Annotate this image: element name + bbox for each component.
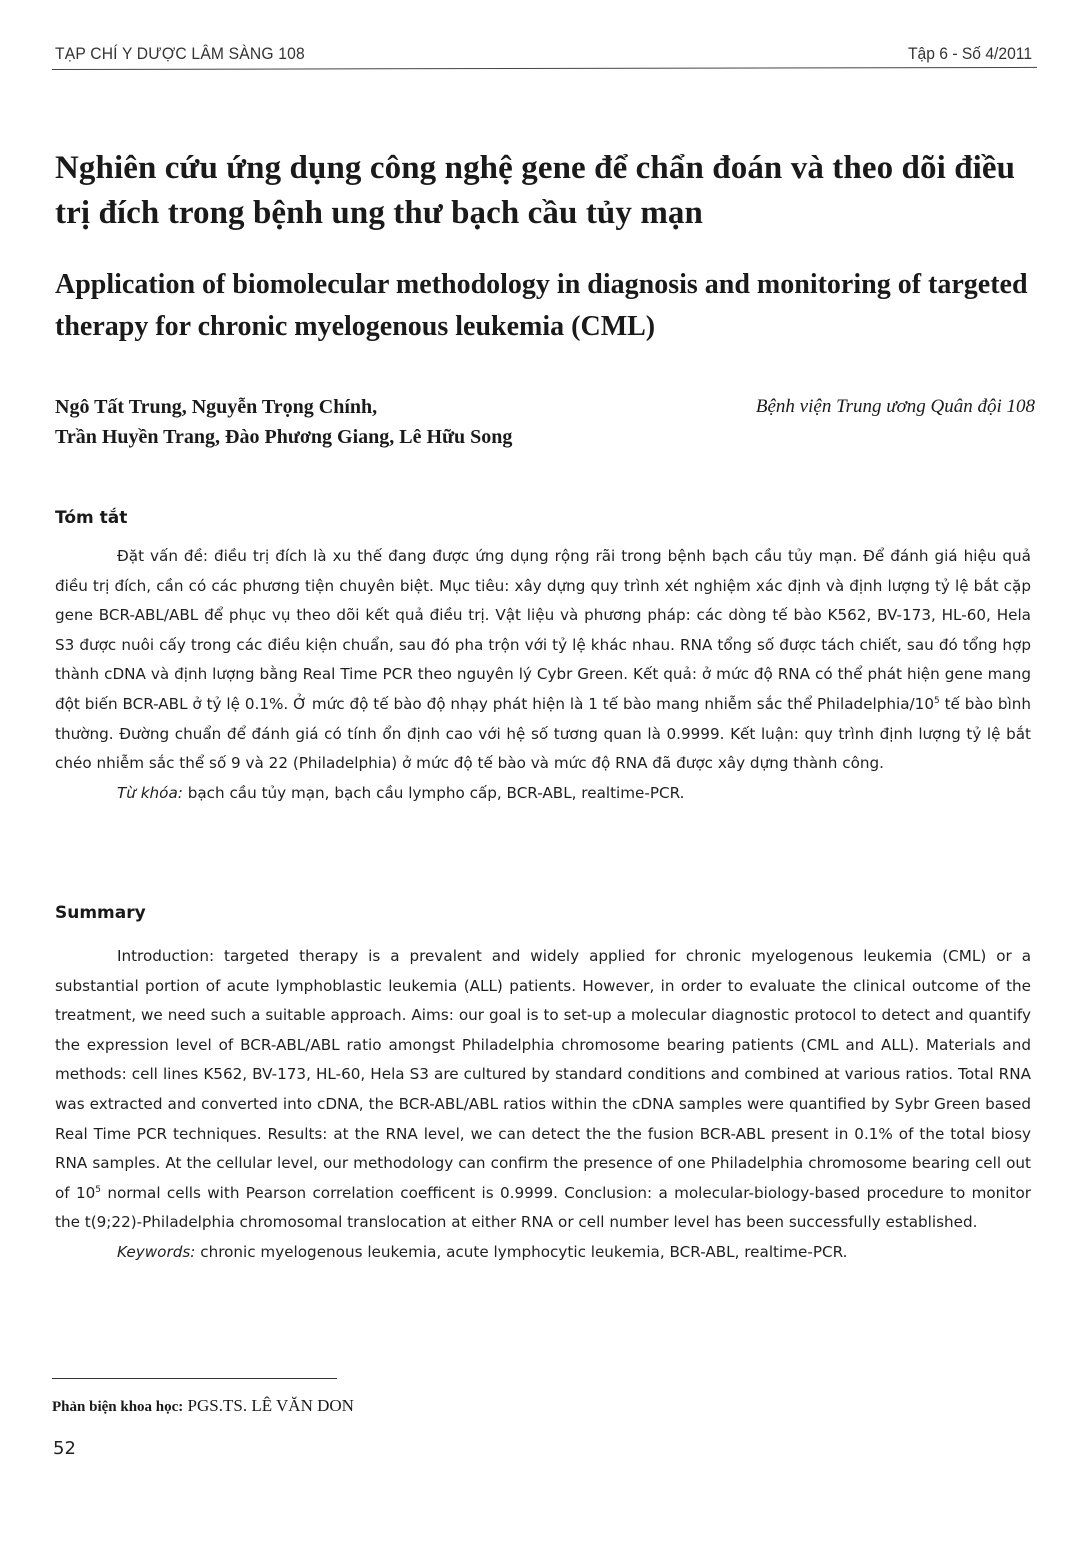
abstract-en-body [55,942,1031,1268]
abstract-vi-text-2: tế bào bình thường. Đường chuẩn để đánh giá có tính ổn định cao với hệ số tương quan là 0.9999. Kết luận: quy trình định lượng tỷ lệ bắt chéo nhiễm sắc thể số 9 và 22 (Philadelphia) ở mức độ tế bào và mức độ RNA đã được xây dựng thành công. [55,694,1031,773]
abstract-en-text-2: normal cells with Pearson correlation coefficent is 0.9999. Conclusion: a molecular-biology-based procedure to monitor the t(9;22)-Philadelphia chromosomal translocation at either RNA or cell number level has been successfully established. [55,1183,1032,1232]
keywords-vi [55,779,1031,809]
author-line-2: Trần Huyền Trang, Đào Phương Giang, Lê Hữu Song [55,426,513,448]
author-line-1: Ngô Tất Trung, Nguyễn Trọng Chính, [55,396,378,418]
abstract-vi-text-1: Đặt vấn đề: điều trị đích là xu thế đang được ứng dụng rộng rãi trong bệnh bạch cầu tủy mạn. Để đánh giá hiệu quả điều trị đích, cần có các phương tiện chuyên biệt. Mục tiêu: xây dựng quy trình xét nghiệm xác định và định lượng tỷ lệ bắt cặp gene BCR-ABL/ABL để phục vụ theo dõi kết quả điều trị. Vật liệu và phương pháp: các dòng tế bào K562, BV-173, HL-60, Hela S3 được nuôi cấy trong các điều kiện chuẩn, sau đó pha trộn với tỷ lệ khác nhau. RNA tổng số được tách chiết, sau đó tổng hợp thành cDNA và định lượng bằng Real Time PCR theo nguyên lý Cybr Green. Kết quả: ở mức độ RNA có thể phát hiện gene mang đột biến BCR-ABL ở tỷ lệ 0.1%. Ở mức độ tế bào độ nhạy phát hiện là 1 tế bào mang nhiễm sắc thể Philadelphia/10 [55,547,1031,713]
page-number: 52 [53,1438,76,1459]
keywords-vi-label: Từ khóa: [117,783,183,802]
footnote-rule [52,1378,337,1379]
abstract-vi-heading: Tóm tắt [55,508,128,528]
abstract-vi-body [55,542,1031,808]
abstract-en-heading: Summary [55,903,146,923]
footnote-reviewer [52,1396,354,1416]
superscript-exponent: 5 [95,1184,102,1195]
abstract-en-text-1: Introduction: targeted therapy is a prevalent and widely applied for chronic myelogenous leukemia (CML) or a substantial portion of acute lymphoblastic leukemia (ALL) patients. However, in order to evaluate the clinical outcome of the treatment, we need such a suitable approach. Aims: our goal is to set-up a molecular diagnostic protocol to detect and quantify the expression level of BCR-ABL/ABL ratio amongst Philadelphia chromosome bearing patients (CML and ALL). Materials and methods: cell lines K562, BV-173, HL-60, Hela S3 are cultured by standard conditions and combined at various ratios. Total RNA was extracted and converted into cDNA, the BCR-ABL/ABL ratios within the cDNA samples were quantified by Sybr Green based Real Time PCR techniques. Results: at the RNA level, we can detect the the fusion BCR-ABL present in 0.1% of the total biosy RNA samples. At the cellular level, our methodology can confirm the presence of one Philadelphia chromosome bearing cell out of 10 [55,947,1031,1202]
reviewer-name: PGS.TS. LÊ VĂN DON [183,1396,354,1415]
title-english: Application of biomolecular methodology in diagnosis and monitoring of targeted therapy for chronic myelogenous leukemia (CML) [55,269,1028,342]
superscript-exponent: 5 [934,695,940,706]
keywords-en-label: Keywords: [117,1242,196,1261]
keywords-vi-text: bạch cầu tủy mạn, bạch cầu lympho cấp, BCR-ABL, realtime-PCR. [182,783,685,802]
author-list [55,392,655,452]
affiliation: Bệnh viện Trung ương Quân đội 108 [755,396,1035,417]
abstract-vi-paragraph [55,542,1031,779]
journal-name: TẠP CHÍ Y DƯỢC LÂM SÀNG 108 [55,44,305,63]
title-vietnamese: Nghiên cứu ứng dụng công nghệ gene để chẩn đoán và theo dõi điều trị đích trong bệnh ung thư bạch cầu tủy mạn [55,150,1016,231]
keywords-en [55,1238,1031,1268]
running-header [55,40,1033,76]
issue-info: Tập 6 - Số 4/2011 [907,44,1033,63]
abstract-en-paragraph [55,942,1031,1238]
footnote-label: Phản biện khoa học: [52,1399,184,1415]
keywords-en-text: chronic myelogenous leukemia, acute lymphocytic leukemia, BCR-ABL, realtime-PCR. [195,1242,848,1261]
